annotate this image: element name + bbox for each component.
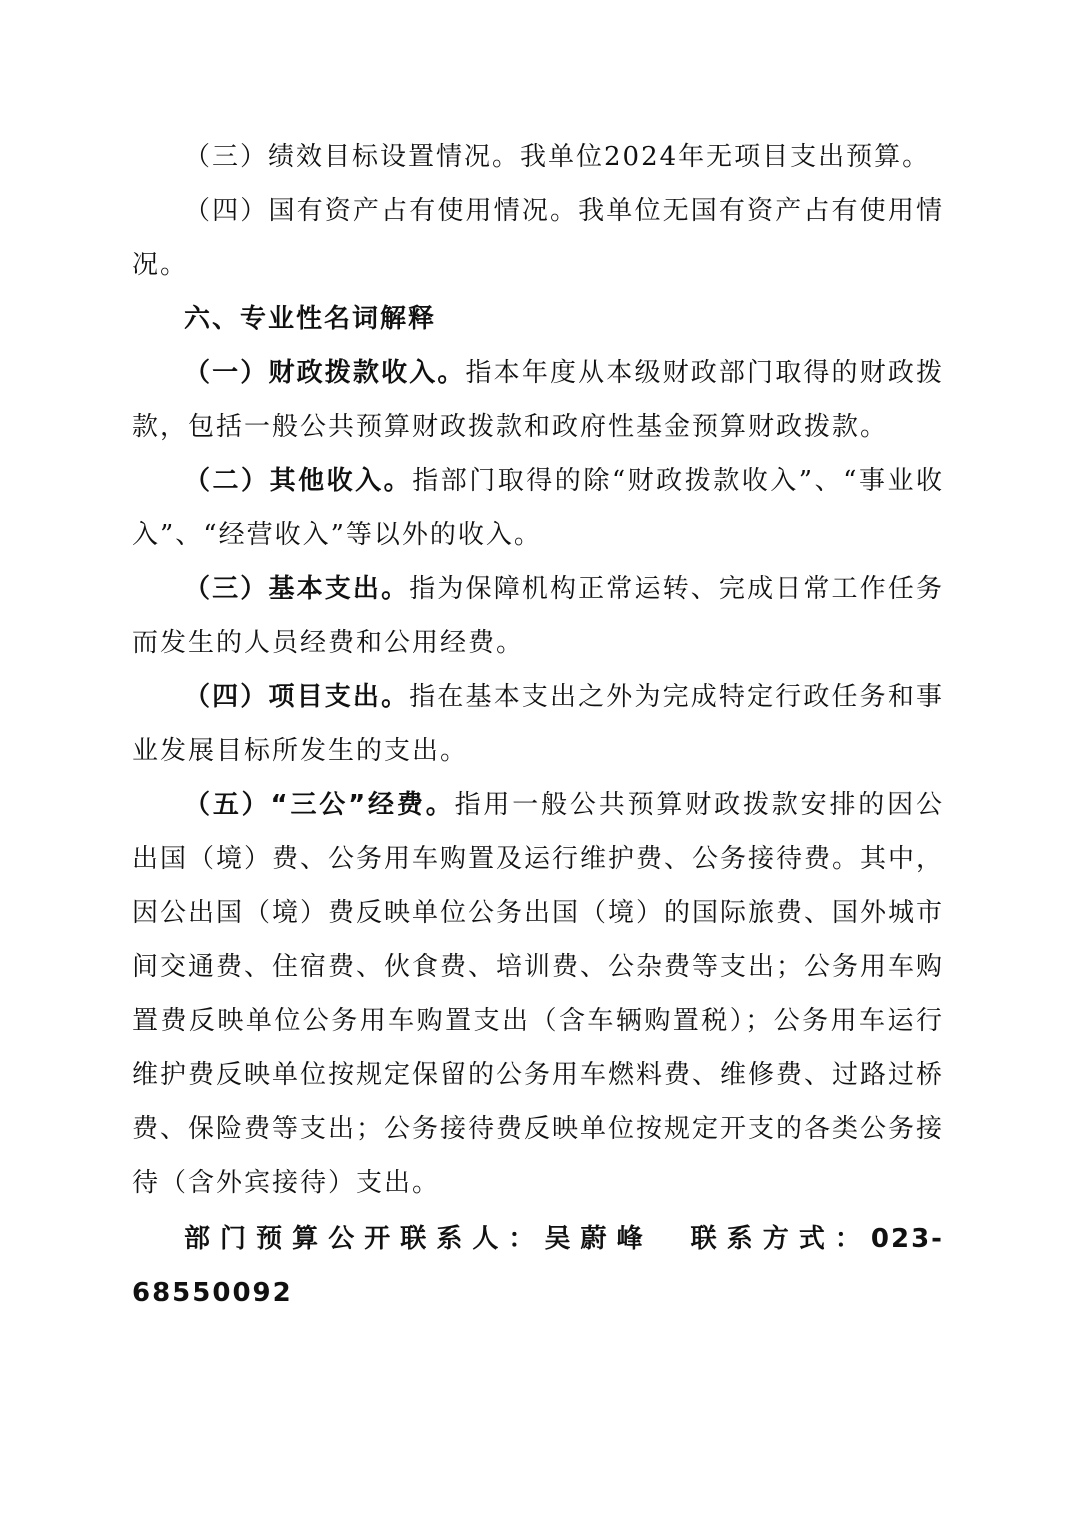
paragraph-state-assets [132,184,944,292]
term-definition: 指本年度从本级财政部门取得的财政拨款，包括一般公共预算财政拨款和政府性基金预算财政拨款。 [132,358,944,442]
term-project-expenditure [132,670,944,778]
term-basic-expenditure [132,562,944,670]
term-label: （一）财政拨款收入。 [184,358,466,388]
section-text: 我单位无国有资产占有使用情况。 [132,196,944,280]
term-label: （五）“三公”经费。 [184,790,455,820]
term-definition: 指部门取得的除“财政拨款收入”、“事业收入”、“经营收入”等以外的收入。 [132,466,944,550]
document-page [132,130,944,1320]
term-definition: 指为保障机构正常运转、完成日常工作任务而发生的人员经费和公用经费。 [132,574,944,658]
section-lead: （四）国有资产占有使用情况。 [184,196,579,226]
term-three-public-expenses [132,778,944,1210]
contact-person: 部门预算公开联系人：吴蔚峰 [184,1224,653,1254]
section-heading: 六、专业性名词解释 [184,304,437,334]
term-other-income [132,454,944,562]
section-lead: （三）绩效目标设置情况。 [184,142,521,172]
term-label: （二）其他收入。 [184,466,413,496]
term-definition: 指在基本支出之外为完成特定行政任务和事业发展目标所发生的支出。 [132,682,944,766]
term-label: （四）项目支出。 [184,682,410,712]
contact-line [132,1212,944,1320]
term-fiscal-appropriation [132,346,944,454]
term-label: （三）基本支出。 [184,574,410,604]
contact-phone: 联系方式：023-68550092 [132,1224,944,1308]
paragraph-performance-targets [132,130,944,184]
term-definition: 指用一般公共预算财政拨款安排的因公出国（境）费、公务用车购置及运行维护费、公务接待费。其中，因公出国（境）费反映单位公务出国（境）的国际旅费、国外城市间交通费、住宿费、伙食费、培训费、公杂费等支出；公务用车购置费反映单位公务用车购置支出（含车辆购置税）；公务用车运行维护费反映单位按规定保留的公务用车燃料费、维修费、过路过桥费、保险费等支出；公务接待费反映单位按规定开支的各类公务接待（含外宾接待）支出。 [132,790,945,1198]
section-text: 我单位2024年无项目支出预算。 [520,142,931,172]
